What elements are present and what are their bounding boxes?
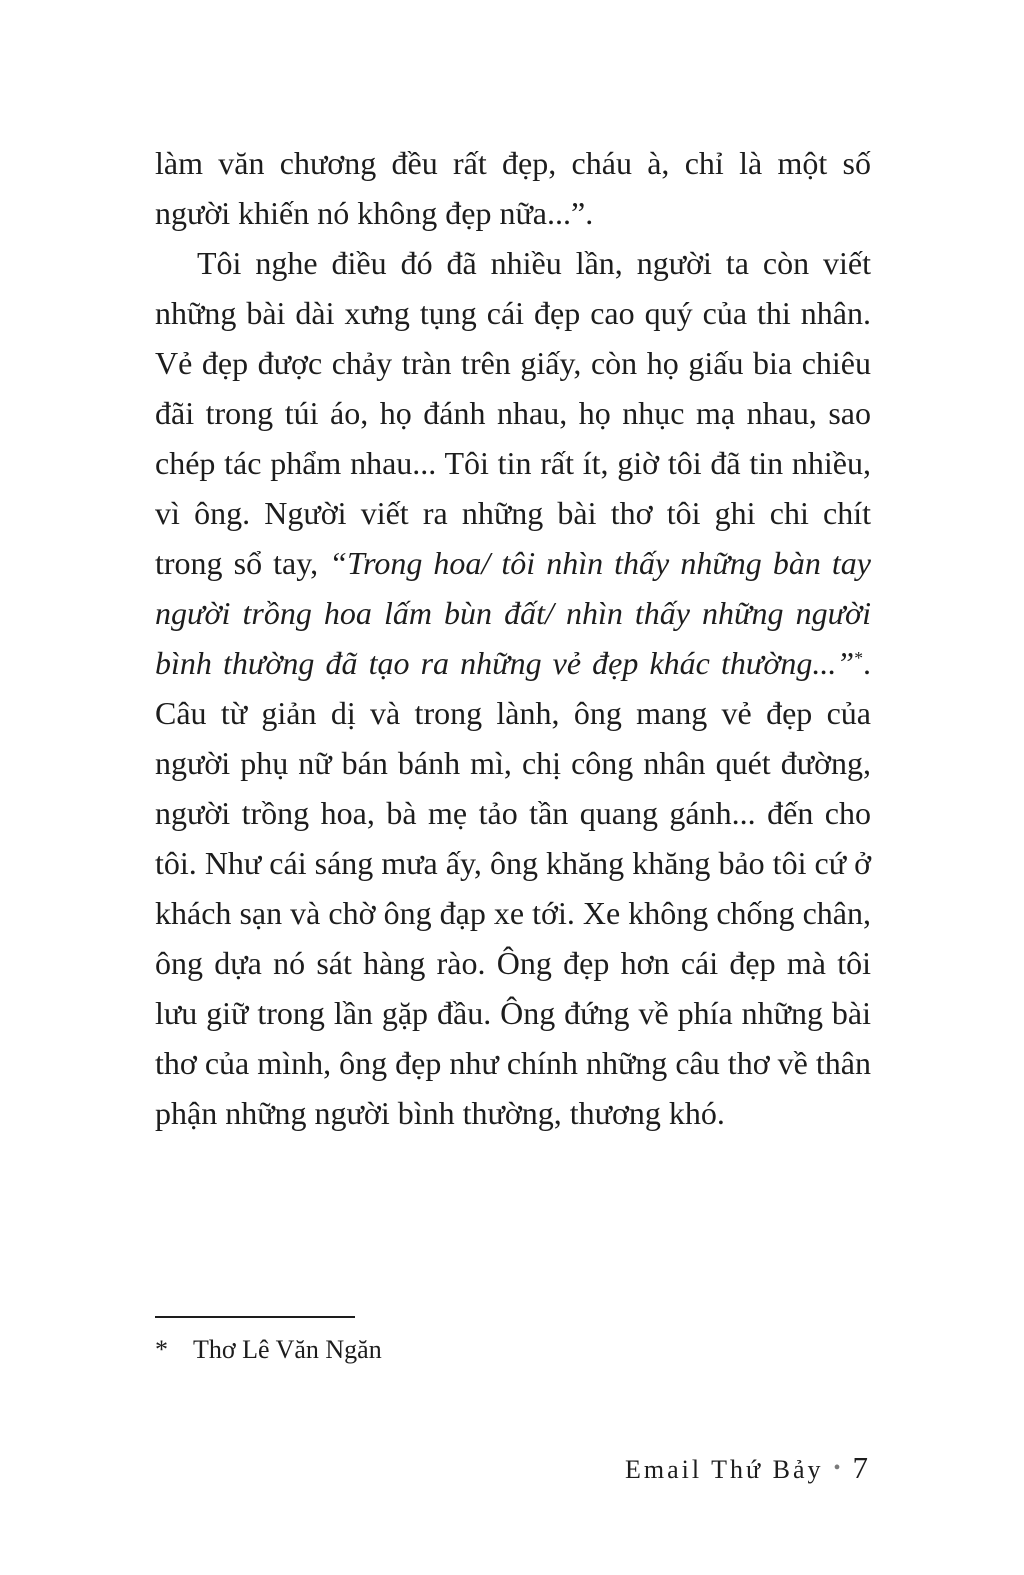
footnote-marker: * xyxy=(155,1335,168,1364)
footnote-text: Thơ Lê Văn Ngăn xyxy=(193,1335,382,1364)
text-segment-regular: Tôi nghe điều đó đã nhiều lần, người ta còn viết những bài dài xưng tụng cái đẹp cao quý của thi nhân. Vẻ đẹp được chảy tràn trên giấy, còn họ giấu bia chiêu đãi trong túi áo, họ đánh nhau, họ nhục mạ nhau, sao chép tác phẩm nhau... Tôi tin rất ít, giờ tôi đã tin nhiều, vì ông. Người viết ra những bài thơ tôi ghi chi chít trong sổ tay, xyxy=(155,245,871,581)
body-paragraph-2 xyxy=(155,238,871,1138)
footnote-line xyxy=(155,1334,871,1366)
footer-bullet-icon: • xyxy=(833,1457,841,1479)
footer-book-title: Email Thứ Bảy xyxy=(625,1455,824,1484)
text-segment-italic: “Trong hoa/ tôi nhìn thấy những bàn tay người trồng hoa lấm bùn đất/ nhìn thấy những người bình thường đã tạo ra những vẻ đẹp khác thường...” xyxy=(155,545,872,681)
body-text xyxy=(155,138,871,1138)
running-footer xyxy=(625,1450,868,1486)
footnote xyxy=(155,1316,871,1366)
body-paragraph-1 xyxy=(155,138,871,238)
footnote-separator-rule xyxy=(155,1316,355,1318)
text-segment-regular: . Câu từ giản dị và trong lành, ông mang vẻ đẹp của người phụ nữ bán bánh mì, chị công nhân quét đường, người trồng hoa, bà mẹ tảo tần quang gánh... đến cho tôi. Như cái sáng mưa ấy, ông khăng khăng bảo tôi cứ ở khách sạn và chờ ông đạp xe tới. Xe không chống chân, ông dựa nó sát hàng rào. Ông đẹp hơn cái đẹp mà tôi lưu giữ trong lần gặp đầu. Ông đứng về phía những bài thơ của mình, ông đẹp như chính những câu thơ về thân phận những người bình thường, thương khó. xyxy=(155,645,871,1131)
footer-page-number: 7 xyxy=(852,1450,868,1485)
text-segment-regular: làm văn chương đều rất đẹp, cháu à, chỉ là một số người khiến nó không đẹp nữa...”. xyxy=(155,145,871,231)
text-segment-sup: * xyxy=(854,648,863,669)
